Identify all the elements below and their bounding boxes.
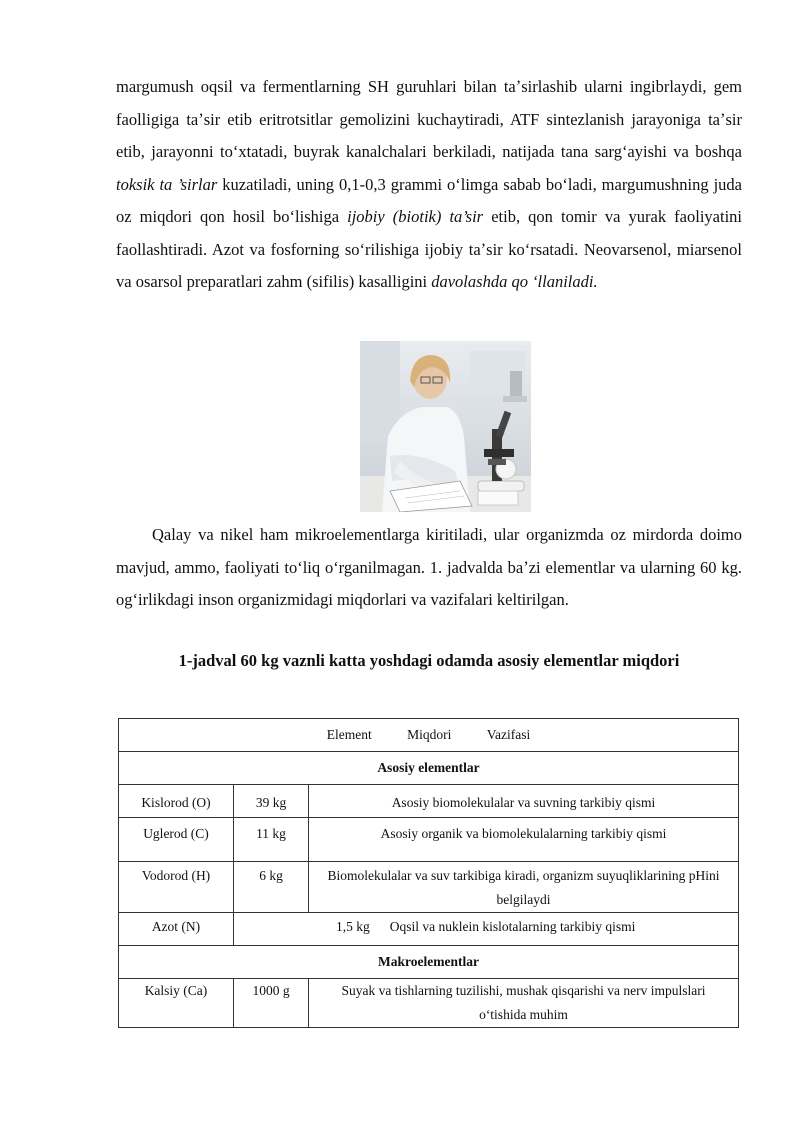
element-role: Asosiy organik va biomolekulalarning tarkibiy qismi xyxy=(380,826,667,841)
element-amount: 6 kg xyxy=(259,868,283,883)
paragraph-text: etib, qon tomir va yurak faoliyatini faollashtiradi. Azot va fosforning soʻrilishiga ijobiy taʼsir koʻrsatadi. Neovarsenol, miarsenol va osarsol preparatlari zahm (sifilis) kasalligini xyxy=(116,207,742,291)
header-role: Vazifasi xyxy=(486,727,531,742)
paragraph-tin-nickel: Qalay va nikel ham mikroelementlarga kiritiladi, ular organizmda oz mirdorda doimo mavjud, ammo, faoliyati toʻliq oʻrganilmagan. 1. jadvalda baʼzi elementlar va ularning 60 kg. ogʻirlikdagi inson organizmidagi miqdorlari va vazifalari keltirilgan. xyxy=(116,525,742,609)
cell-amount xyxy=(234,862,309,913)
element-role: Suyak va tishlarning tuzilishi, mushak qisqarishi va nerv impulslari oʻtishida muhim xyxy=(341,983,706,1022)
cell-amount xyxy=(234,979,309,1028)
element-amount: 39 kg xyxy=(255,795,287,810)
italic-phrase: ijobiy (biotik) ta’sir xyxy=(347,207,484,226)
cell-amount xyxy=(234,785,309,818)
element-name: Kislorod (O) xyxy=(141,795,211,810)
table-header-cell xyxy=(119,719,739,752)
cell-role xyxy=(309,785,739,818)
table-caption: 1-jadval 60 kg vaznli katta yoshdagi odamda asosiy elementlar miqdori xyxy=(178,651,680,670)
italic-phrase: toksik ta ’sirlar xyxy=(116,174,218,194)
element-amount: 1000 g xyxy=(252,983,290,998)
elements-table xyxy=(118,718,739,1028)
table-row xyxy=(119,913,739,946)
cell-role xyxy=(309,979,739,1028)
element-name: Uglerod (C) xyxy=(143,826,209,841)
scientist-illustration xyxy=(360,341,531,512)
header-element: Element xyxy=(326,727,372,742)
section-row xyxy=(119,946,739,979)
table-header-row xyxy=(119,719,739,752)
section-row xyxy=(119,752,739,785)
section-title-main: Asosiy elementlar xyxy=(119,752,739,785)
paragraph-text: margumush oqsil va fermentlarning SH guruhlari bilan taʼsirlashib ularni ingibrlaydi, gem faolligiga taʼsir etib eritrotsitlar gemolizini kuchaytiradi, ATF sintezlanish jarayoniga taʼsir etib, jarayonni toʻxtatadi, buyrak kanalchalari berkiladi, natijada tana sargʻayishi va boshqa xyxy=(116,77,742,161)
cell-element xyxy=(119,785,234,818)
section-title-macro: Makroelementlar xyxy=(119,946,739,979)
element-amount: 11 kg xyxy=(256,826,286,841)
italic-phrase: davolashda qo ‘llaniladi. xyxy=(431,272,598,291)
element-name: Vodorod (H) xyxy=(141,868,211,883)
table-row xyxy=(119,979,739,1028)
element-amount: 1,5 kg xyxy=(336,919,370,934)
cell-element xyxy=(119,862,234,913)
element-role: Asosiy biomolekulalar va suvning tarkibiy qismi xyxy=(391,795,656,810)
cell-element xyxy=(119,818,234,862)
cell-role xyxy=(309,818,739,862)
element-name: Azot (N) xyxy=(151,919,201,934)
cell-amount-role xyxy=(234,913,739,946)
cell-amount xyxy=(234,818,309,862)
paragraph-arsenic xyxy=(116,71,742,299)
scientist-microscope-image xyxy=(360,341,531,512)
table-row xyxy=(119,862,739,913)
table-row xyxy=(119,818,739,862)
element-role: Biomolekulalar va suv tarkibiga kiradi, organizm suyuqliklarining pHini belgilaydi xyxy=(327,868,720,907)
element-role: Oqsil va nuklein kislotalarning tarkibiy qismi xyxy=(389,919,636,934)
element-name: Kalsiy (Ca) xyxy=(144,983,208,998)
header-amount: Miqdori xyxy=(407,727,452,742)
cell-role xyxy=(309,862,739,913)
table-row xyxy=(119,785,739,818)
cell-element xyxy=(119,913,234,946)
paragraph-text: kuzatiladi, uning 0,1-0,3 grammi oʻlimga sabab boʻladi, margumushning juda oz miqdori qon hosil boʻlishiga xyxy=(116,174,743,226)
cell-element xyxy=(119,979,234,1028)
